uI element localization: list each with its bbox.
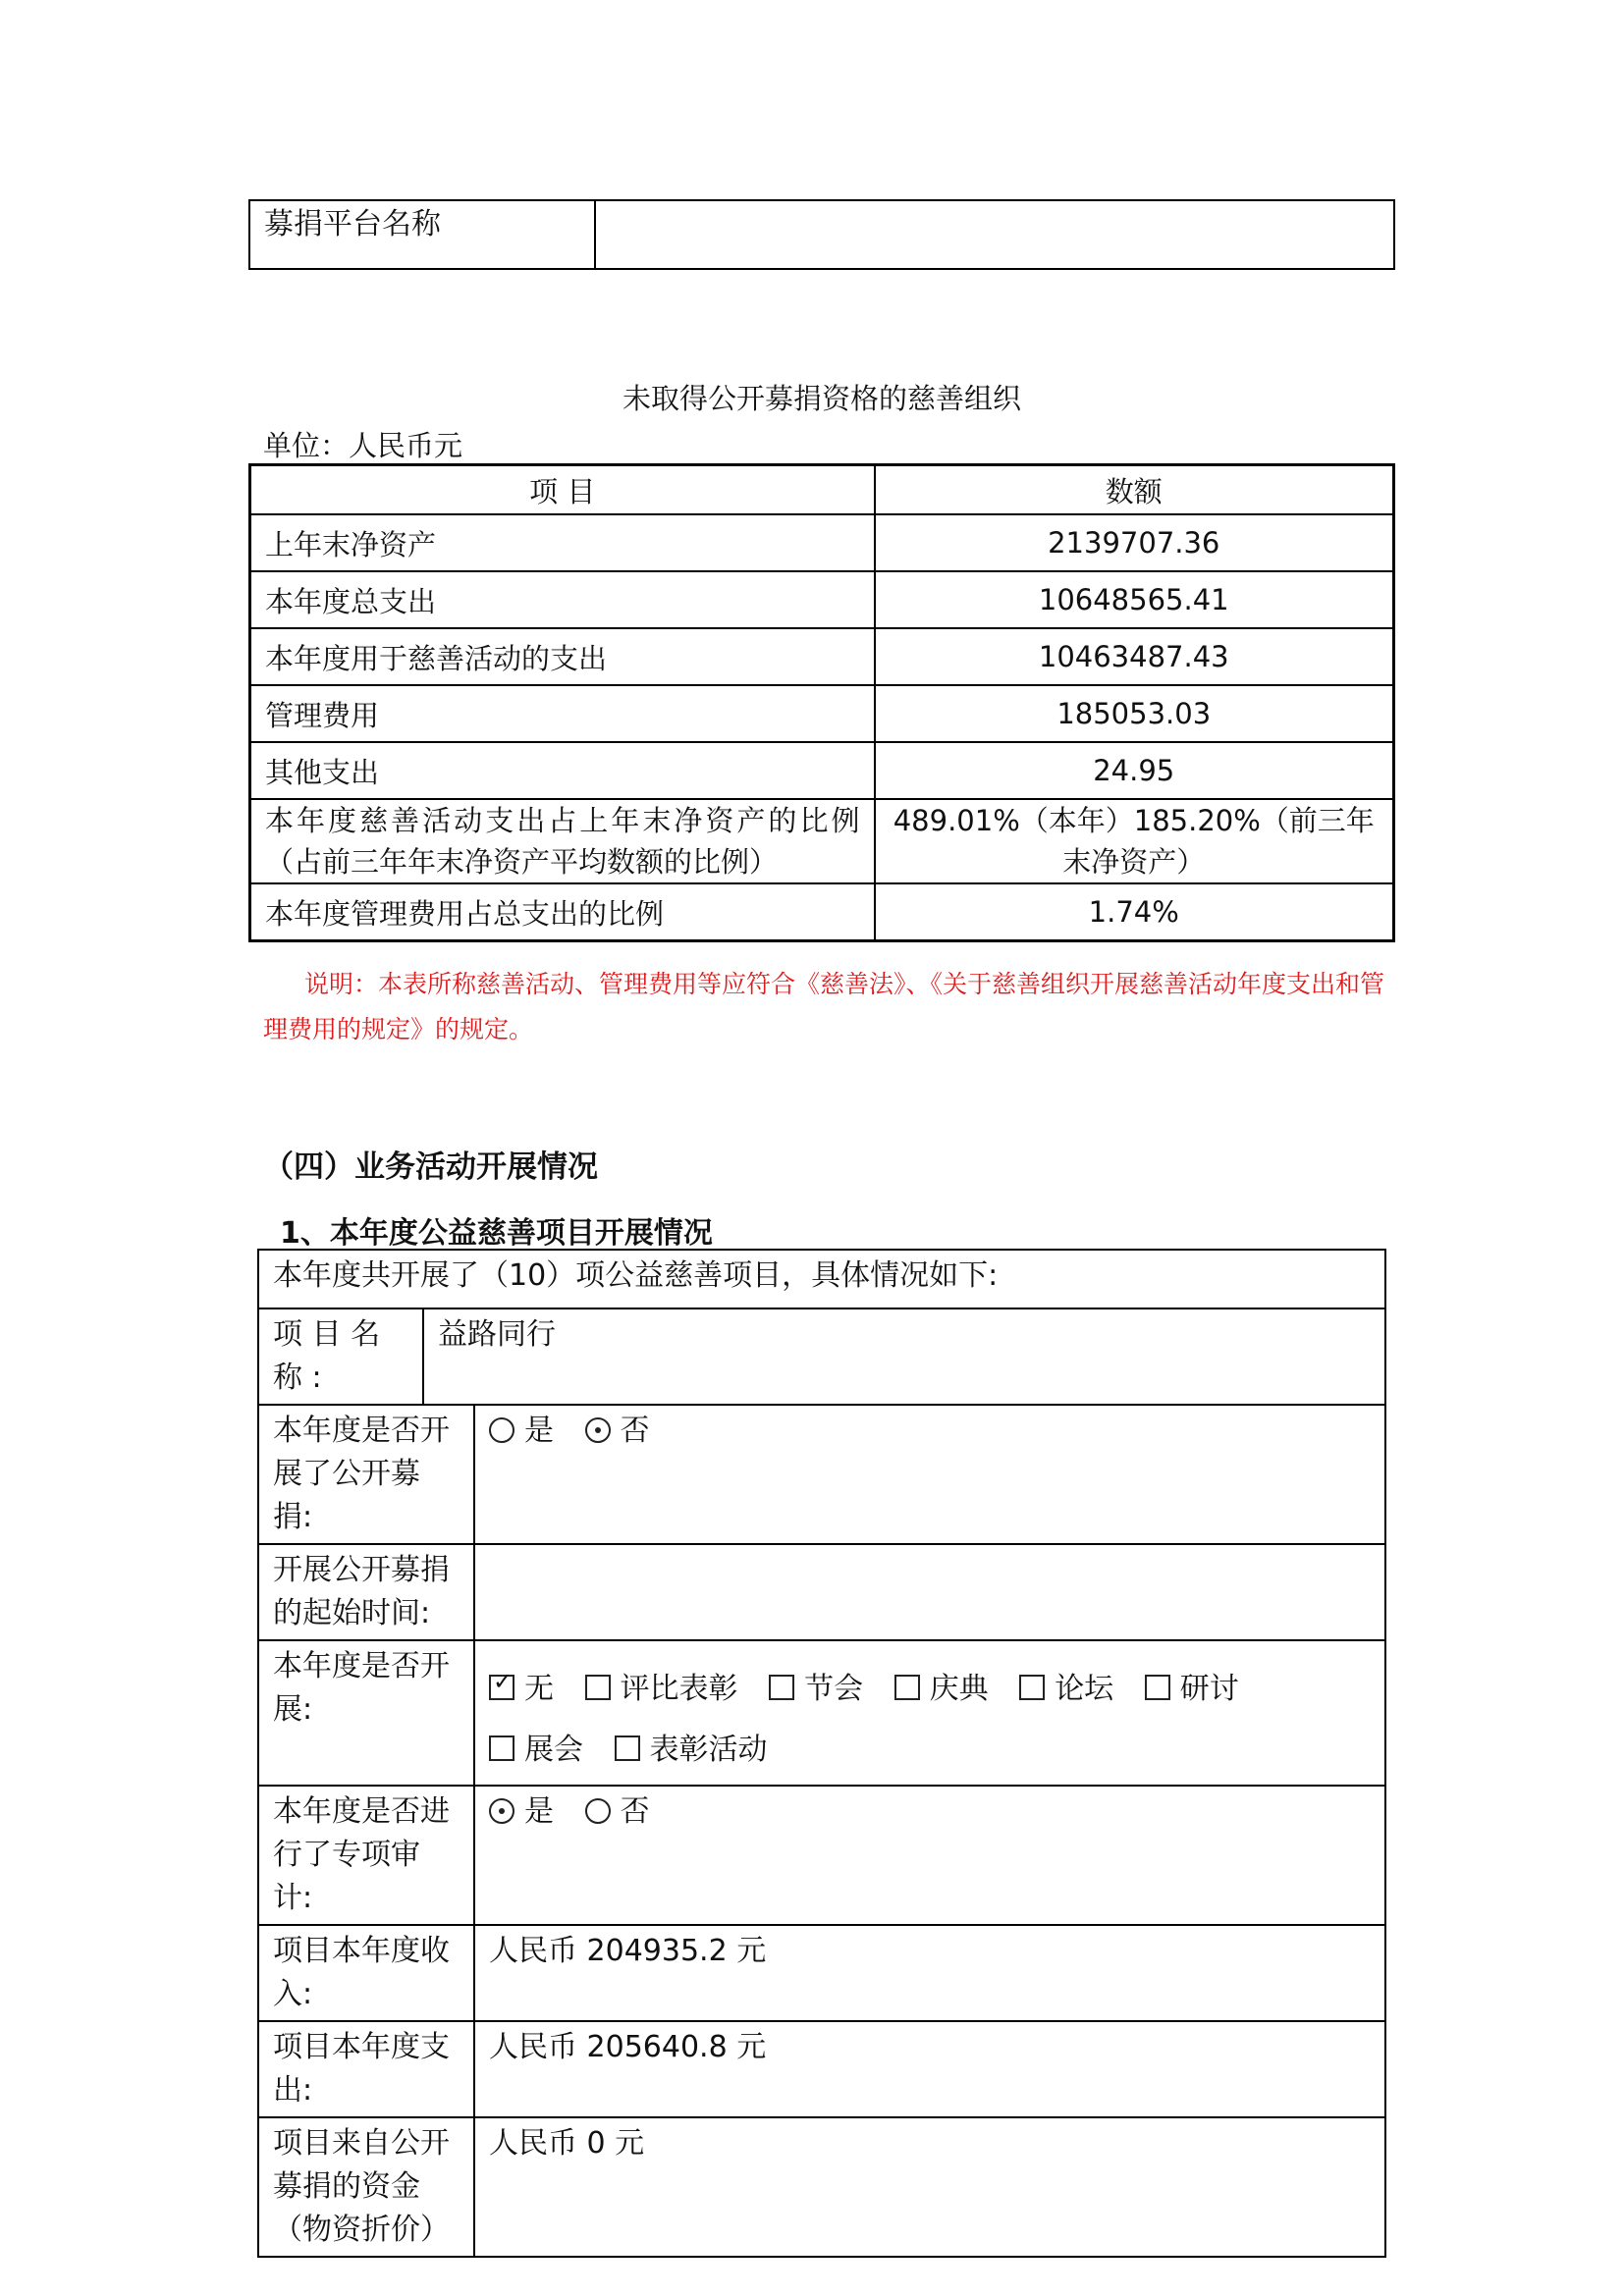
table-row	[250, 685, 1394, 742]
financial-table	[248, 463, 1395, 942]
project-intro: 本年度共开展了（10）项公益慈善项目，具体情况如下:	[258, 1250, 1385, 1308]
row-item: 其他支出	[250, 742, 875, 799]
platform-name-label: 募捐平台名称	[249, 200, 595, 269]
table-row	[250, 883, 1394, 941]
row-value: 185053.03	[875, 685, 1394, 742]
row-item: 本年度管理费用占总支出的比例	[250, 883, 875, 941]
note-text: 说明：本表所称慈善活动、管理费用等应符合《慈善法》、《关于慈善组织开展慈善活动年度支出和管理费用的规定》的规定。	[263, 970, 1385, 1043]
activity-option-forum[interactable]: 论坛	[1019, 1672, 1113, 1706]
audit-no-option[interactable]: 否	[585, 1794, 650, 1829]
row-item: 管理费用	[250, 685, 875, 742]
expense-value: 人民币 205640.8 元	[474, 2021, 1385, 2117]
header-item: 项 目	[250, 465, 875, 515]
row-item: 本年度总支出	[250, 571, 875, 628]
table-header-row	[250, 465, 1394, 515]
project-name-label: 项 目 名称 :	[258, 1308, 423, 1405]
row-item: 上年末净资产	[250, 514, 875, 571]
start-time-value	[474, 1544, 1385, 1640]
checkbox-icon[interactable]	[585, 1675, 611, 1700]
activity-option-award[interactable]: 评比表彰	[585, 1672, 738, 1706]
row-value: 1.74%	[875, 883, 1394, 941]
table-row	[258, 2021, 1385, 2117]
radio-icon[interactable]	[585, 1798, 611, 1824]
project-table	[257, 1249, 1386, 2258]
table-row	[250, 628, 1394, 685]
section-title: （四）业务活动开展情况	[263, 1149, 598, 1185]
checkbox-icon[interactable]	[1145, 1675, 1170, 1700]
table-row	[258, 1308, 1385, 1405]
row-value: 10648565.41	[875, 571, 1394, 628]
activities-label: 本年度是否开展:	[258, 1640, 474, 1786]
checkbox-icon[interactable]	[615, 1735, 640, 1761]
activity-option-exhibition[interactable]: 展会	[489, 1733, 583, 1767]
radio-selected-icon[interactable]	[489, 1798, 514, 1824]
income-value: 人民币 204935.2 元	[474, 1925, 1385, 2021]
fundraising-platform-table	[248, 199, 1395, 270]
table-row	[258, 1640, 1385, 1786]
radio-selected-icon[interactable]	[585, 1417, 611, 1443]
checkbox-icon[interactable]	[489, 1735, 514, 1761]
table-row	[250, 742, 1394, 799]
public-fundraising-label: 本年度是否开展了公开募捐:	[258, 1405, 474, 1544]
table-row	[258, 2117, 1385, 2257]
row-value: 10463487.43	[875, 628, 1394, 685]
table-row	[258, 1786, 1385, 1925]
audit-yes-option[interactable]: 是	[489, 1794, 554, 1829]
header-amount: 数额	[875, 465, 1394, 515]
table-row	[250, 799, 1394, 883]
public-funds-value: 人民币 0 元	[474, 2117, 1385, 2257]
public-funds-label: 项目来自公开募捐的资金（物资折价）	[258, 2117, 474, 2257]
public-fundraising-no-option[interactable]: 否	[585, 1414, 650, 1448]
table-row	[258, 1405, 1385, 1544]
activity-option-festival[interactable]: 节会	[769, 1672, 863, 1706]
checkbox-icon[interactable]	[894, 1675, 920, 1700]
project-name-value: 益路同行	[423, 1308, 1385, 1405]
activity-option-commendation[interactable]: 表彰活动	[615, 1733, 768, 1767]
unit-label: 单位：人民币元	[263, 429, 463, 462]
row-value: 24.95	[875, 742, 1394, 799]
checkbox-icon[interactable]	[769, 1675, 794, 1700]
income-label: 项目本年度收入:	[258, 1925, 474, 2021]
row-item: 本年度用于慈善活动的支出	[250, 628, 875, 685]
checkbox-checked-icon[interactable]	[489, 1675, 514, 1700]
table-caption: 未取得公开募捐资格的慈善组织	[622, 382, 1021, 415]
activity-option-ceremony[interactable]: 庆典	[894, 1672, 989, 1706]
public-fundraising-yes-option[interactable]: 是	[489, 1414, 554, 1448]
public-fundraising-options	[474, 1405, 1385, 1544]
audit-label: 本年度是否进行了专项审计:	[258, 1786, 474, 1925]
row-item: 本年度慈善活动支出占上年末净资产的比例（占前三年年末净资产平均数额的比例）	[250, 799, 875, 883]
table-row	[250, 571, 1394, 628]
audit-options	[474, 1786, 1385, 1925]
start-time-label: 开展公开募捐的起始时间:	[258, 1544, 474, 1640]
subsection-title: 1、本年度公益慈善项目开展情况	[280, 1216, 713, 1251]
activities-options	[474, 1640, 1385, 1786]
table-row	[250, 514, 1394, 571]
row-value: 2139707.36	[875, 514, 1394, 571]
row-value: 489.01%（本年）185.20%（前三年末净资产）	[875, 799, 1394, 883]
activity-option-none[interactable]: ✓无	[489, 1672, 554, 1706]
activity-option-seminar[interactable]: 研讨	[1145, 1672, 1239, 1706]
radio-icon[interactable]	[489, 1417, 514, 1443]
table-row	[258, 1925, 1385, 2021]
expense-label: 项目本年度支出:	[258, 2021, 474, 2117]
checkbox-icon[interactable]	[1019, 1675, 1045, 1700]
table-row	[258, 1544, 1385, 1640]
platform-name-value	[595, 200, 1394, 269]
table-row	[258, 1250, 1385, 1308]
